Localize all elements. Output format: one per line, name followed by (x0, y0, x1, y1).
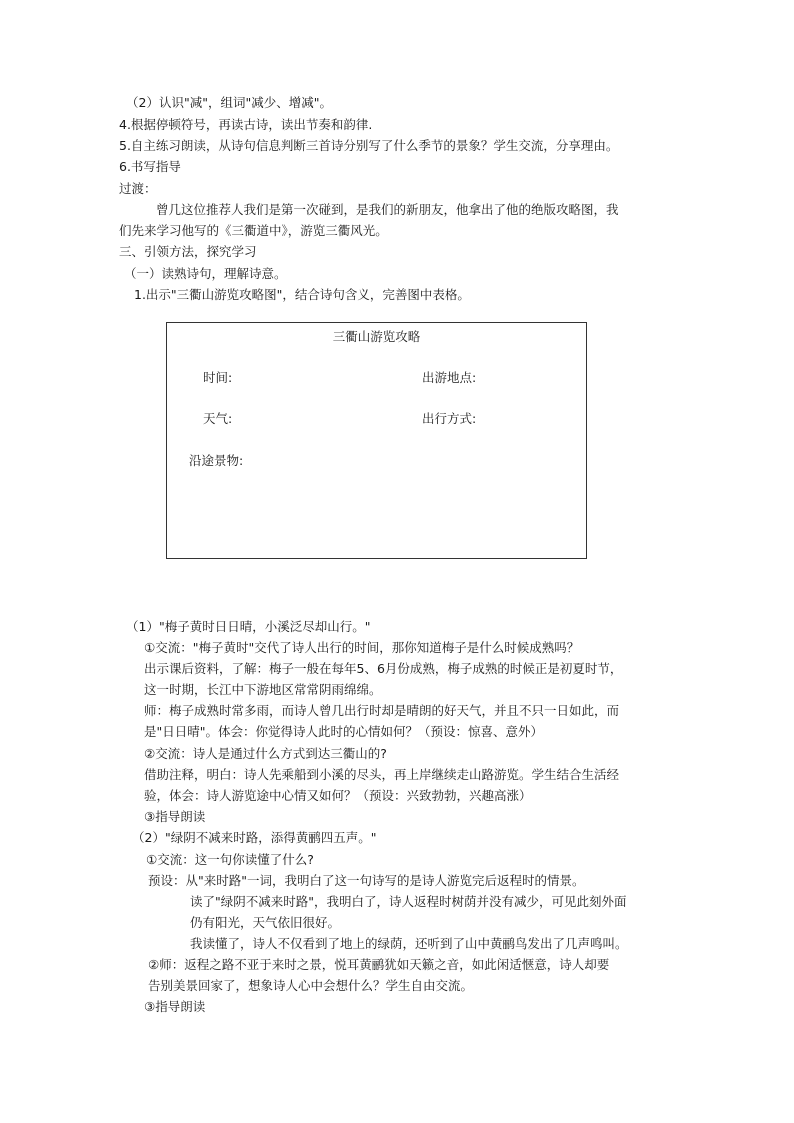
text-line: （1）"梅子黄时日日晴，小溪泛尽却山行。" (126, 619, 371, 634)
text-line: （2）"绿阴不减来时路，添得黄鹂四五声。" (132, 830, 377, 845)
text-line: 5.自主练习朗读，从诗句信息判断三首诗分别写了什么季节的景象？学生交流，分享理由。 (119, 138, 619, 153)
text-line: （一）读熟诗句，理解诗意。 (124, 266, 287, 281)
scenery-label: 沿途景物: (189, 453, 244, 468)
text-line: ②交流：诗人是通过什么方式到达三衢山的? (144, 746, 387, 761)
text-line: 借助注释，明白：诗人先乘船到小溪的尽头，再上岸继续走山路游览。学生结合生活经 (144, 767, 620, 782)
text-line: 师：梅子成熟时常多雨，而诗人曾几出行时却是晴朗的好天气，并且不只一日如此，而 (144, 703, 620, 718)
text-line: 验，体会：诗人游览途中心情又如何？（预设：兴致勃勃，兴趣高涨） (144, 788, 532, 803)
time-label: 时间: (203, 370, 233, 385)
text-line: 我读懂了，诗人不仅看到了地上的绿荫，还听到了山中黄鹂鸟发出了几声鸣叫。 (190, 936, 628, 951)
text-line: 1.出示"三衢山游览攻略图"，结合诗句含义，完善图中表格。 (134, 287, 470, 302)
text-line: 读了"绿阴不减来时路"，我明白了，诗人返程时树荫并没有减少，可见此刻外面 (190, 894, 627, 909)
transport-label: 出行方式: (422, 411, 477, 426)
text-line: 们先来学习他写的《三衢道中》，游览三衢风光。 (119, 223, 388, 238)
text-line: 这一时期，长江中下游地区常常阴雨绵绵。 (144, 682, 382, 697)
place-label: 出游地点: (422, 370, 477, 385)
weather-label: 天气: (203, 411, 233, 426)
text-line: ①交流：这一句你读懂了什么? (146, 852, 314, 867)
text-line: 预设：从"来时路"一词，我明白了这一句诗写的是诗人游览完后返程时的情景。 (148, 873, 585, 888)
text-line: 告别美景回家了，想象诗人心中会想什么？学生自由交流。 (148, 978, 474, 993)
text-line: 是"日日晴"。体会：你觉得诗人此时的心情如何？（预设：惊喜、意外） (144, 724, 544, 739)
text-line: 三、引领方法，探究学习 (119, 244, 257, 259)
text-line: （2）认识"减"，组词"减少、增减"。 (126, 95, 332, 110)
text-line: 4.根据停顿符号，再读古诗，读出节奏和韵律. (119, 117, 373, 132)
table-title: 三衢山游览攻略 (332, 329, 421, 344)
text-line: 曾几这位推荐人我们是第一次碰到，是我们的新朋友，他拿出了他的绝版攻略图，我 (156, 202, 619, 217)
text-line: ③指导朗读 (144, 809, 206, 824)
text-line: ③指导朗读 (144, 999, 206, 1014)
text-line: 仍有阳光，天气依旧很好。 (190, 915, 341, 930)
travel-guide-table (166, 322, 587, 559)
text-line: ②师：返程之路不亚于来时之景，悦耳黄鹂犹如天籁之音，如此闲适惬意，诗人却要 (148, 957, 610, 972)
text-line: 6.书写指导 (119, 159, 181, 174)
text-line: 过渡： (119, 181, 157, 196)
text-line: ①交流："梅子黄时"交代了诗人出行的时间，那你知道梅子是什么时候成熟吗？ (144, 640, 580, 655)
text-line: 出示课后资料，了解：梅子一般在每年5、6月份成熟，梅子成熟的时候正是初夏时节， (144, 661, 623, 676)
